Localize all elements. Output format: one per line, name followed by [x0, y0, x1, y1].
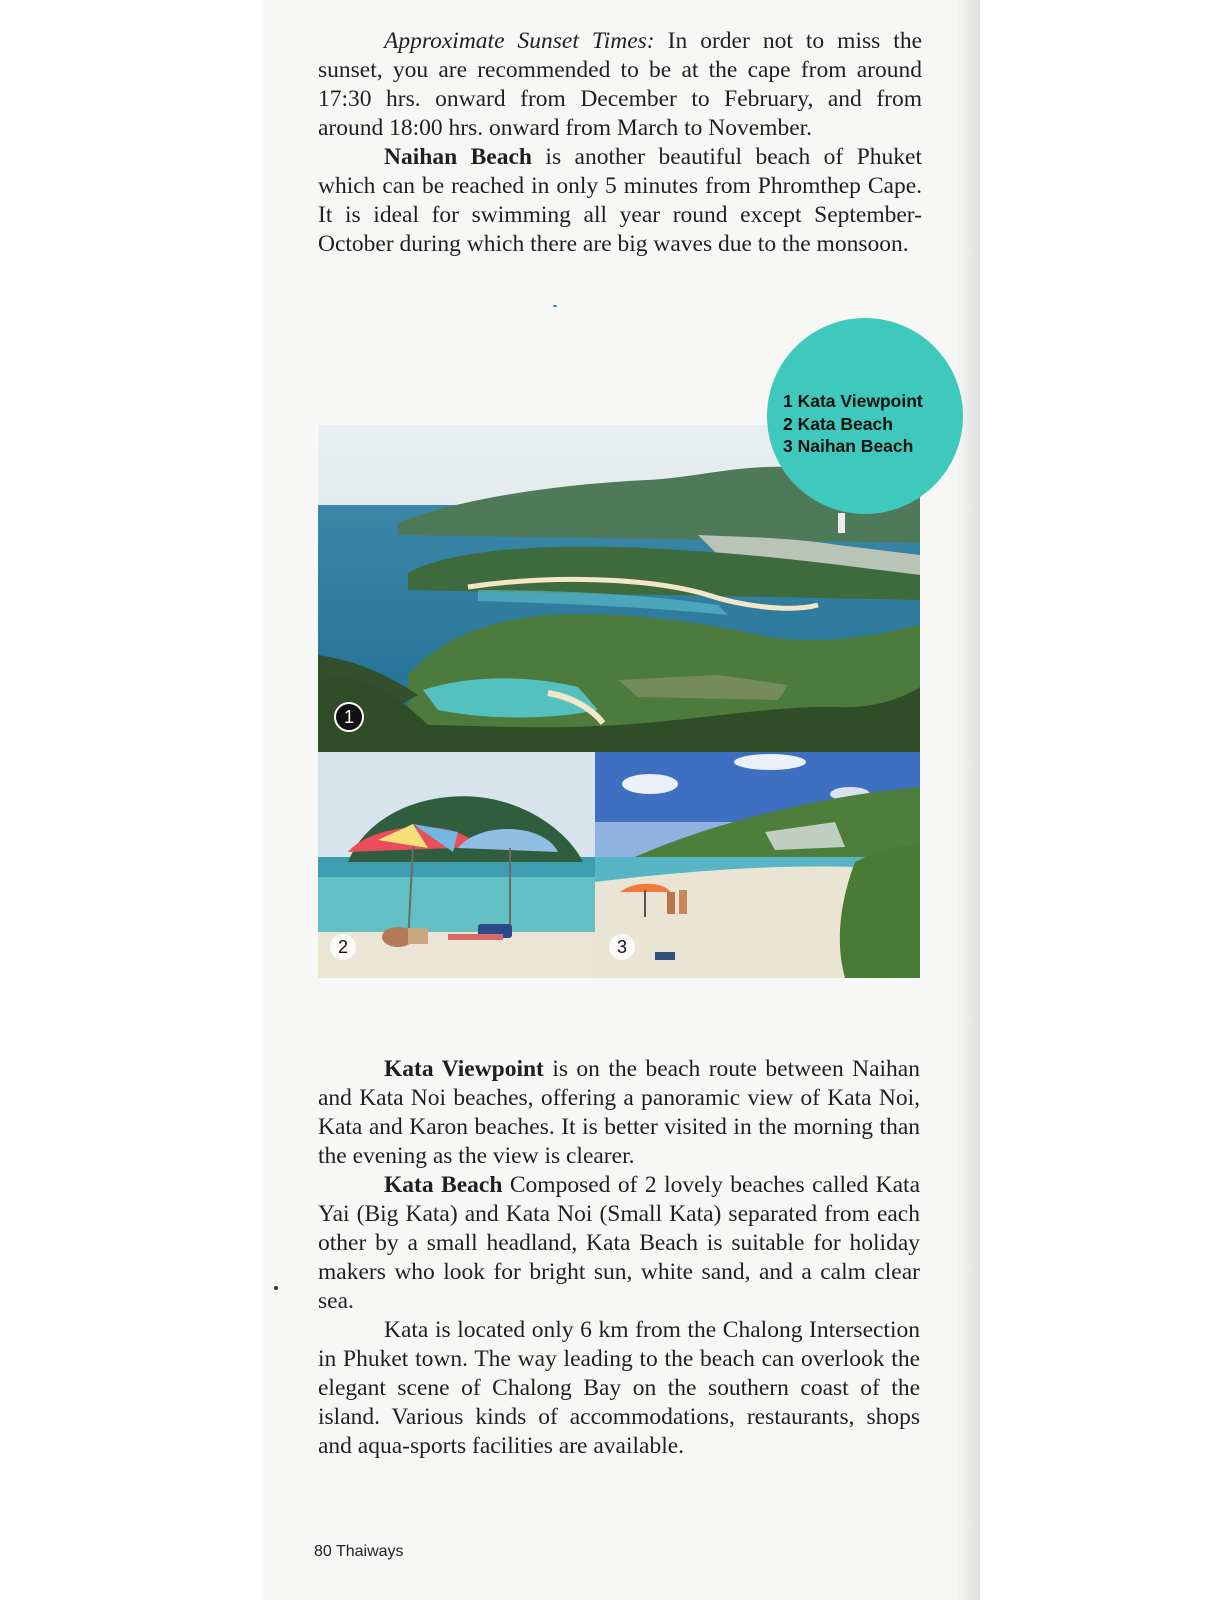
- top-text-block: [318, 27, 922, 259]
- photo-legend-list: [783, 390, 923, 458]
- legend-item-naihan-beach: 3 Naihan Beach: [783, 436, 914, 456]
- page-footer: 80 Thaiways: [314, 1543, 404, 1560]
- sunset-body: In order not to miss the sunset, you are recommended to be at the cape from around 17:30 hrs. onward from December to February, and from around 18:00 hrs. onward from March to November.: [318, 28, 922, 141]
- kata-beach-paragraph: [318, 1171, 920, 1316]
- naihan-paragraph: [318, 143, 922, 259]
- naihan-lead: Naihan Beach: [384, 144, 532, 170]
- photo3-number-badge: 3: [609, 934, 635, 960]
- legend-item-kata-beach: 2 Kata Beach: [783, 413, 893, 434]
- kata-beach-lead: Kata Beach: [384, 1172, 503, 1198]
- bottom-text-block: [318, 1055, 920, 1461]
- photo1-number-badge: 1: [334, 702, 364, 732]
- naihan-body: is another beautiful beach of Phuket which can be reached in only 5 minutes from Phromthep Cape. It is ideal for swimming all year round except September-October during which there are big waves due to the monsoon.: [318, 144, 922, 257]
- kata-viewpoint-lead: Kata Viewpoint: [384, 1056, 544, 1082]
- photo-naihan-beach: [595, 752, 920, 978]
- naihan-beach-illustration: [595, 752, 920, 978]
- photo2-number-badge: 2: [330, 934, 356, 960]
- kata-location-paragraph: Kata is located only 6 km from the Chalong Intersection in Phuket town. The way leading to the beach can overlook the elegant scene of Chalong Bay on the southern coast of the island. Various kinds of accommodations, restaurants, shops and aqua-sports facilities are available.: [318, 1317, 920, 1459]
- margin-mark-blue: [553, 305, 557, 307]
- kata-viewpoint-body: is on the beach route between Naihan and Kata Noi beaches, offering a panoramic view of Kata Noi, Kata and Karon beaches. It is better visited in the morning than the evening as the view is clearer.: [318, 1056, 920, 1169]
- sunset-lead: Approximate Sunset Times:: [384, 28, 655, 54]
- margin-mark: [274, 1286, 278, 1290]
- legend-item-kata-viewpoint: 1 Kata Viewpoint: [783, 391, 923, 411]
- kata-beach-illustration: [318, 752, 595, 978]
- page-gutter-shadow: [955, 0, 980, 1600]
- kata-viewpoint-paragraph: [318, 1055, 920, 1171]
- kata-beach-body: Composed of 2 lovely beaches called Kata Yai (Big Kata) and Kata Noi (Small Kata) separated from each other by a small headland, Kata Beach is suitable for holiday makers who look for bright sun, white sand, and a calm clear sea.: [318, 1172, 921, 1314]
- photo-kata-beach: [318, 752, 595, 978]
- sunset-paragraph: [318, 27, 922, 143]
